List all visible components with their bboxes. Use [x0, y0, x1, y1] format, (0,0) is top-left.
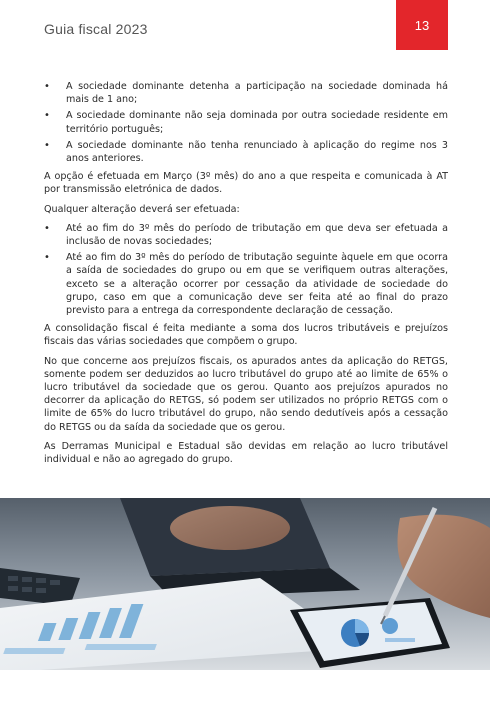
list-item: • A sociedade dominante não tenha renunciado à aplicação do regime nos 3 anos anteriores. [44, 139, 448, 165]
page-number-badge [396, 0, 448, 50]
document-title: Guia fiscal 2023 [44, 21, 148, 37]
paragraph: No que concerne aos prejuízos fiscais, os apurados antes da aplicação do RETGS, somente podem ser deduzidos ao lucro tributável do grupo até ao limite de 65% o lucro tributável da sociedade que os gerou. Quanto aos prejuízos apurados no decorrer da aplicação do RETGS, só podem ser utilizados no próprio RETGS com o limite de 65% do lucro tributável do grupo, não sendo dedutíveis após a cessação do RETGS ou da saída da sociedade que os gerou. [44, 355, 448, 433]
paragraph: A opção é efetuada em Março (3º mês) do ano a que respeita e comunicada à AT por transmissão eletrónica de dados. [44, 171, 448, 196]
list-item: • Até ao fim do 3º mês do período de tributação seguinte àquele em que ocorra a saída de sociedades do grupo ou em que se verifiquem outras alterações, exceto se a alteração ocorrer por cessação da atividade de sociedade do grupo, caso em que a comunicação deve ser feita até ao final do prazo previsto para a entrega da correspondente declaração de cessação. [44, 251, 448, 317]
office-desk-photo [0, 498, 490, 670]
paragraph: A consolidação fiscal é feita mediante a soma dos lucros tributáveis e prejuízos fiscais das várias sociedades que compõem o grupo. [44, 323, 448, 348]
list-item: • A sociedade dominante não seja dominada por outra sociedade residente em território português; [44, 109, 448, 135]
list-item: • Até ao fim do 3º mês do período de tributação em que deva ser efetuada a inclusão de novas sociedades; [44, 222, 448, 248]
list-item: • A sociedade dominante detenha a participação na sociedade dominada há mais de 1 ano; [44, 80, 448, 106]
conditions-list [44, 80, 448, 165]
page-body [44, 80, 448, 472]
paragraph: Qualquer alteração deverá ser efetuada: [44, 203, 240, 215]
changes-list [44, 222, 448, 317]
photo-illustration [0, 498, 490, 670]
page-number: 13 [414, 17, 430, 33]
paragraph: As Derramas Municipal e Estadual são devidas em relação ao lucro tributável individual e não ao agregado do grupo. [44, 440, 448, 466]
